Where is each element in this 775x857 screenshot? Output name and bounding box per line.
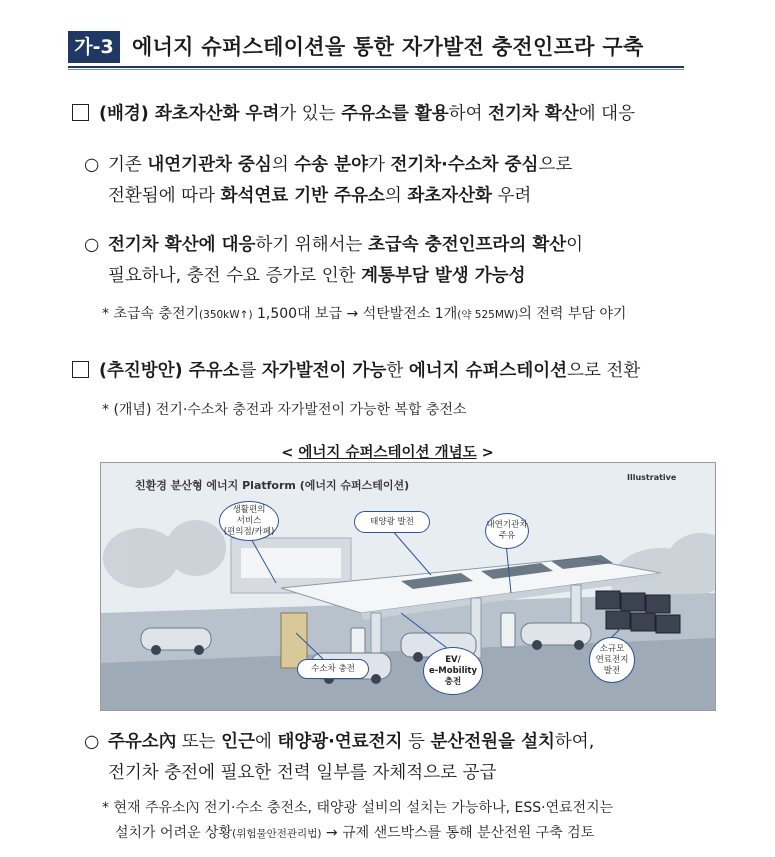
callout-solar: 태양광 발전 [354,511,430,533]
footnote-1 [102,303,626,326]
text-bold: 전기차 확산 [488,104,579,124]
text-bold: 인근 [221,732,255,752]
bullet-circle-icon: ○ [84,732,100,752]
text-bold: 화석연료 기반 주유소 [220,186,385,206]
text-bold: 좌초자산화 우려 [148,104,280,124]
text-bold: 전기차·수소차 중심 [390,155,539,175]
figure-banner: 친환경 분산형 에너지 Platform (에너지 슈퍼스테이션) [135,479,410,492]
section-background [72,101,635,127]
text-bold: 내연기관차 중심 [147,155,272,175]
callout-fuel-cell: 소규모 연료전지 발전 [589,637,635,683]
text: 에 [254,732,278,752]
text: 기존 [108,155,148,175]
text: 를 [239,361,262,381]
illustrative-label: Illustrative [627,473,677,482]
text: 의 [271,155,295,175]
label-plan: (추진방안) [99,361,183,381]
figure-caption-title: 에너지 슈퍼스테이션 개념도 [298,445,477,461]
text: 등 [402,732,431,752]
text: → 규제 샌드박스를 통해 분산전원 구축 검토 [321,825,595,841]
concept-illustration [100,462,716,711]
footnote-3-line-2 [115,822,594,845]
text-bold: 계통부담 발생 가능성 [361,266,526,286]
text: 필요하나, 충전 수요 증가로 인한 [108,266,362,286]
callout-ev-charging: EV/ e-Mobility 충전 [423,647,483,695]
text: 하여, [554,732,595,752]
text: < [281,445,299,461]
text: 우려 [491,186,532,206]
text: 의 [384,186,408,206]
text-bold: 좌초자산화 [407,186,492,206]
bullet-3-line-1 [84,729,594,755]
bullet-circle-icon: ○ [84,155,100,175]
text: 으로 [538,155,573,175]
title-underline-thin [68,69,684,70]
text-small: (위험물안전관리법) [232,828,322,840]
section-plan [72,358,640,384]
text-bold: 주유소를 활용 [341,104,449,124]
text-bold: 주유소 [182,361,240,381]
text: 또는 [176,732,222,752]
text: 으로 전환 [567,361,641,381]
text-bold: 태양광·연료전지 [277,732,403,752]
bullet-2-line-2 [108,263,525,289]
footnote-2: * (개념) 전기·수소차 충전과 자가발전이 가능한 복합 충전소 [102,402,467,418]
text-bold: 분산전원을 설치 [430,732,555,752]
callout-ice-refuel: 내연기관차 주유 [485,513,529,549]
text-bold: 주유소內 [108,732,177,752]
callout-service: 생활편의 서비스 (편의점/카페) [219,501,279,541]
figure-caption [0,441,775,462]
callout-hydrogen: 수소차 충전 [297,659,369,679]
bullet-2-line-1 [84,232,583,258]
checkbox-square-icon [72,361,89,378]
text-bold: 초급속 충전인프라의 확산 [368,235,567,255]
text-small: (약 525MW) [457,309,519,321]
text-bold: 전기차 확산에 대응 [108,235,256,255]
bullet-1-line-2 [108,183,531,209]
text: > [476,445,494,461]
section-badge: 가-3 [68,31,120,63]
text-bold: 수송 분야 [294,155,368,175]
text: 이 [566,235,584,255]
text: * 초급속 충전기 [102,306,200,322]
footnote-3-line-1: * 현재 주유소內 전기·수소 충전소, 태양광 설비의 설치는 가능하나, ESS·연료전지는 [102,800,614,816]
bullet-3-line-2: 전기차 충전에 필요한 전력 일부를 자체적으로 공급 [108,763,497,783]
bullet-circle-icon: ○ [84,235,100,255]
checkbox-square-icon [72,104,89,121]
label-background: (배경) [99,104,149,124]
text: 1,500대 보급 → 석탄발전소 1개 [252,306,458,322]
title-underline [68,66,684,68]
text: 하기 위해서는 [255,235,368,255]
text: 한 [386,361,409,381]
text-small: (350kW↑) [199,309,253,321]
text: 하여 [448,104,489,124]
page-title: 에너지 슈퍼스테이션을 통한 자가발전 충전인프라 구축 [132,35,644,59]
text-bold: 자가발전이 가능 [261,361,387,381]
text-bold: 에너지 슈퍼스테이션 [408,361,568,381]
text: 가 [368,155,391,175]
text: 에 대응 [578,104,635,124]
bullet-1-line-1 [84,152,572,178]
text: 의 전력 부담 야기 [518,306,627,322]
text: 가 있는 [279,104,342,124]
text: 전환됨에 따라 [108,186,221,206]
text: 설치가 어려운 상황 [115,825,233,841]
